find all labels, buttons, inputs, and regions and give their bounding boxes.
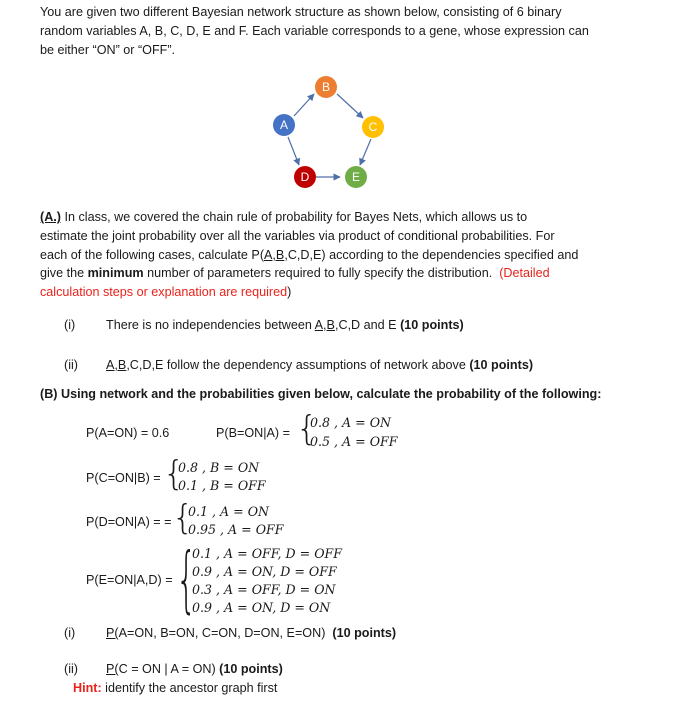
edge-c-e (360, 139, 371, 165)
part-b-item-ii: P(C = ON | A = ON) (10 points) (106, 662, 283, 676)
part-a-item-i: There is no independencies between A,B,C,D and E (10 points) (106, 318, 464, 332)
part-a-line-1: (A.) In class, we covered the chain rule of probability for Bayes Nets, which allows us to (40, 210, 528, 224)
svg-text:E: E (351, 170, 361, 184)
svg-text:D: D (300, 170, 310, 184)
hint-label: Hint: (73, 681, 102, 695)
part-b-heading: (B) Using network and the probabilities given below, calculate the probability of the following: (40, 387, 602, 401)
prob-b-label: P(B=ON|A) = (216, 426, 290, 440)
part-a-line-4: give the minimum number of parameters required to fully specify the distribution. (Detailed (40, 266, 550, 280)
prob-b-case-2: 0.5 , A = OFF (310, 434, 398, 449)
bayes-network-diagram (0, 0, 698, 200)
svg-text:A: A (279, 118, 289, 132)
prob-d-case-1: 0.1 , A = ON (188, 504, 270, 519)
edge-a-d (288, 137, 299, 165)
part-a-item-ii-num: (ii) (64, 358, 78, 372)
edge-b-c (337, 94, 363, 118)
prob-c-label: P(C=ON|B) = (86, 471, 161, 485)
prob-e-case-2: 0.9 , A = ON, D = OFF (192, 564, 337, 579)
part-b-item-i: P(A=ON, B=ON, C=ON, D=ON, E=ON) (10 points) (106, 626, 397, 640)
prob-e-case-1: 0.1 , A = OFF, D = OFF (192, 546, 342, 561)
prob-d-label: P(D=ON|A) = = (86, 515, 172, 529)
node-a (273, 114, 295, 136)
prob-c-brace: { (163, 454, 185, 494)
hint: Hint: identify the ancestor graph first (73, 681, 278, 695)
node-e (345, 166, 367, 188)
prob-d-case-2: 0.95 , A = OFF (188, 522, 284, 537)
edge-a-b (294, 94, 314, 116)
part-b-item-ii-num: (ii) (64, 662, 78, 676)
prob-c-case-1: 0.8 , B = ON (178, 460, 260, 475)
part-a-item-ii: A,B,C,D,E follow the dependency assumptions of network above (10 points) (106, 358, 534, 372)
prob-d-brace: { (172, 498, 194, 538)
prob-e-label: P(E=ON|A,D) = (86, 573, 173, 587)
node-c (362, 116, 384, 138)
intro-line-2: random variables A, B, C, D, E and F. Each variable corresponds to a gene, whose expression can (40, 24, 589, 38)
part-a-item-i-num: (i) (64, 318, 76, 332)
svg-text:B: B (321, 80, 331, 94)
part-a-line-3: each of the following cases, calculate P(A,B,C,D,E) according to the dependencies specified and (40, 248, 579, 262)
prob-b-case-1: 0.8 , A = ON (310, 415, 392, 430)
prob-b-brace: { (296, 409, 318, 449)
node-b (315, 76, 337, 98)
node-d (294, 166, 316, 188)
part-b-item-i-num: (i) (64, 626, 76, 640)
part-a-line-5: calculation steps or explanation are required) (40, 285, 292, 299)
prob-c-case-2: 0.1 , B = OFF (178, 478, 266, 493)
prob-e-brace: { (176, 537, 197, 621)
part-a-label: (A.) (40, 210, 61, 224)
prob-e-case-3: 0.3 , A = OFF, D = ON (192, 582, 336, 597)
svg-text:C: C (368, 120, 378, 134)
prob-e-case-4: 0.9 , A = ON, D = ON (192, 600, 331, 615)
part-a-line-2: estimate the joint probability over all the variables via product of conditional probabilities. For (40, 229, 555, 243)
intro-line-3: be either “ON” or “OFF”. (40, 43, 176, 57)
intro-line-1: You are given two different Bayesian network structure as shown below, consisting of 6 binary (40, 5, 562, 19)
prob-a: P(A=ON) = 0.6 (86, 426, 170, 440)
